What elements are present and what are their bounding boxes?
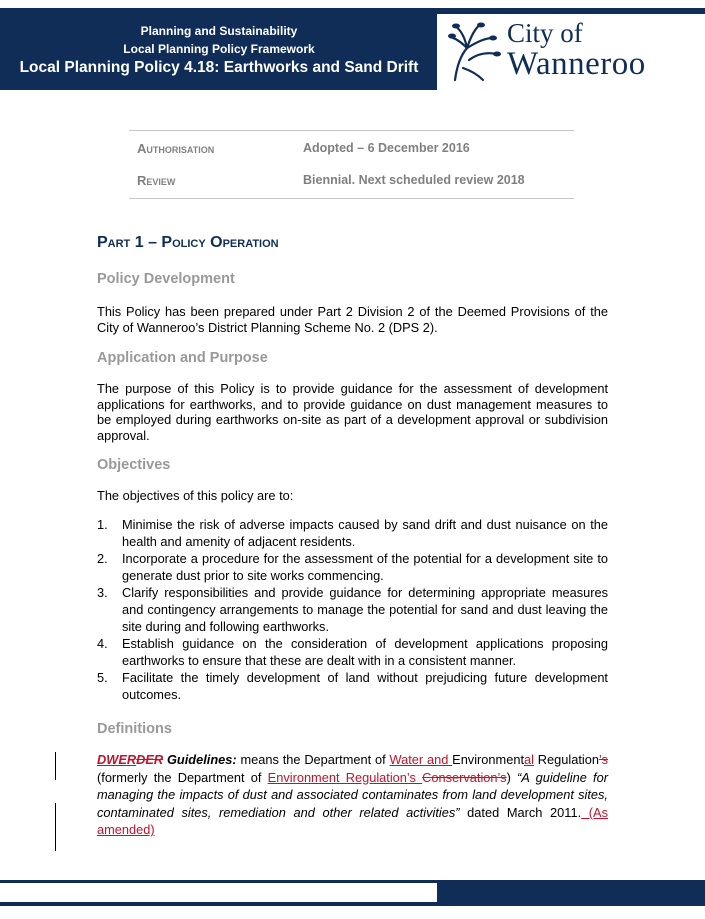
page-header (0, 8, 705, 90)
list-number: 3. (97, 585, 108, 600)
list-item (97, 550, 608, 584)
logo-city-text: City of (507, 18, 583, 48)
inserted-text: Water and (389, 752, 453, 767)
list-item (97, 669, 608, 703)
list-item (97, 635, 608, 669)
policy-development-heading: Policy Development (97, 271, 235, 287)
definition-term: Guidelines: (163, 752, 237, 767)
definition-dwer-guidelines (97, 751, 608, 839)
change-bar (55, 803, 56, 851)
list-number: 1. (97, 517, 108, 532)
guideline-title: “A guideline for managing the impacts of dust and associated contaminates from land development sites, contaminated sites, remediation and other related activities” (97, 769, 608, 820)
definition-text: Environment (452, 752, 524, 767)
application-heading: Application and Purpose (97, 350, 268, 366)
definition-text: (formerly the Department of (97, 769, 268, 785)
review-label: Review (137, 173, 176, 188)
authorisation-table (129, 130, 574, 199)
header-policy-title: Local Planning Policy 4.18: Earthworks and Sand Drift (19, 59, 419, 76)
review-value: Biennial. Next scheduled review 2018 (303, 173, 525, 187)
objectives-heading: Objectives (97, 457, 171, 473)
definition-text: dated March 2011. (459, 804, 582, 820)
definitions-heading: Definitions (97, 721, 172, 737)
deleted-text: Conservation’s (422, 769, 507, 785)
list-text: Incorporate a procedure for the assessment of the potential for a development site to generate dust prior to site works commencing. (122, 551, 608, 583)
authorisation-row (129, 141, 574, 161)
authorisation-value: Adopted – 6 December 2016 (303, 141, 470, 155)
objectives-list (97, 516, 608, 703)
policy-development-text: This Policy has been prepared under Part 2 Division 2 of the Deemed Provisions of the City of Wanneroo’s District Planning Scheme No. 2 (DPS 2). (97, 304, 608, 335)
footer-strip (0, 883, 437, 902)
list-item (97, 584, 608, 635)
list-text: Minimise the risk of adverse impacts caused by sand drift and dust nuisance on the health and amenity of adjacent residents. (122, 517, 608, 549)
list-number: 2. (97, 551, 108, 566)
list-item (97, 516, 608, 550)
kangaroo-paw-icon (447, 20, 502, 82)
list-text: Facilitate the timely development of land without prejudicing future development outcomes. (122, 670, 608, 702)
definition-text: ) (506, 769, 518, 785)
inserted-text: DWER (97, 752, 137, 767)
deleted-text: ’s (598, 752, 608, 767)
inserted-text: (As amended) (97, 804, 608, 838)
inserted-text: Environment Regulation’s (267, 769, 423, 785)
header-titles (0, 8, 438, 90)
objectives-intro: The objectives of this policy are to: (97, 488, 294, 503)
review-row (129, 173, 574, 193)
list-text: Establish guidance on the consideration of development applications proposing earthworks to ensure that these are dealt with in a consistent manner. (122, 636, 608, 668)
header-framework: Local Planning Policy Framework (123, 42, 315, 56)
header-department: Planning and Sustainability (140, 24, 298, 38)
definition-text: Regulation (533, 752, 599, 767)
inserted-text: al (524, 752, 534, 767)
city-logo (437, 14, 705, 90)
deleted-text: DER (136, 752, 164, 767)
authorisation-label: Authorisation (137, 141, 215, 156)
list-text: Clarify responsibilities and provide guidance for determining appropriate measures and contingency arrangements to manage the potential for sand and dust leaving the site during and following earthworks. (122, 585, 608, 634)
application-text: The purpose of this Policy is to provide guidance for the assessment of development applications for earthworks, and to provide guidance on dust management measures to be employed during earthworks on-site as part of a development approval or subdivision approval. (97, 381, 608, 443)
list-number: 5. (97, 670, 108, 685)
list-number: 4. (97, 636, 108, 651)
change-bar (55, 752, 56, 780)
part-heading: Part 1 – Policy Operation (97, 234, 279, 251)
logo-wanneroo-text: Wanneroo (507, 46, 646, 82)
definition-text: means the Department of (236, 752, 390, 767)
